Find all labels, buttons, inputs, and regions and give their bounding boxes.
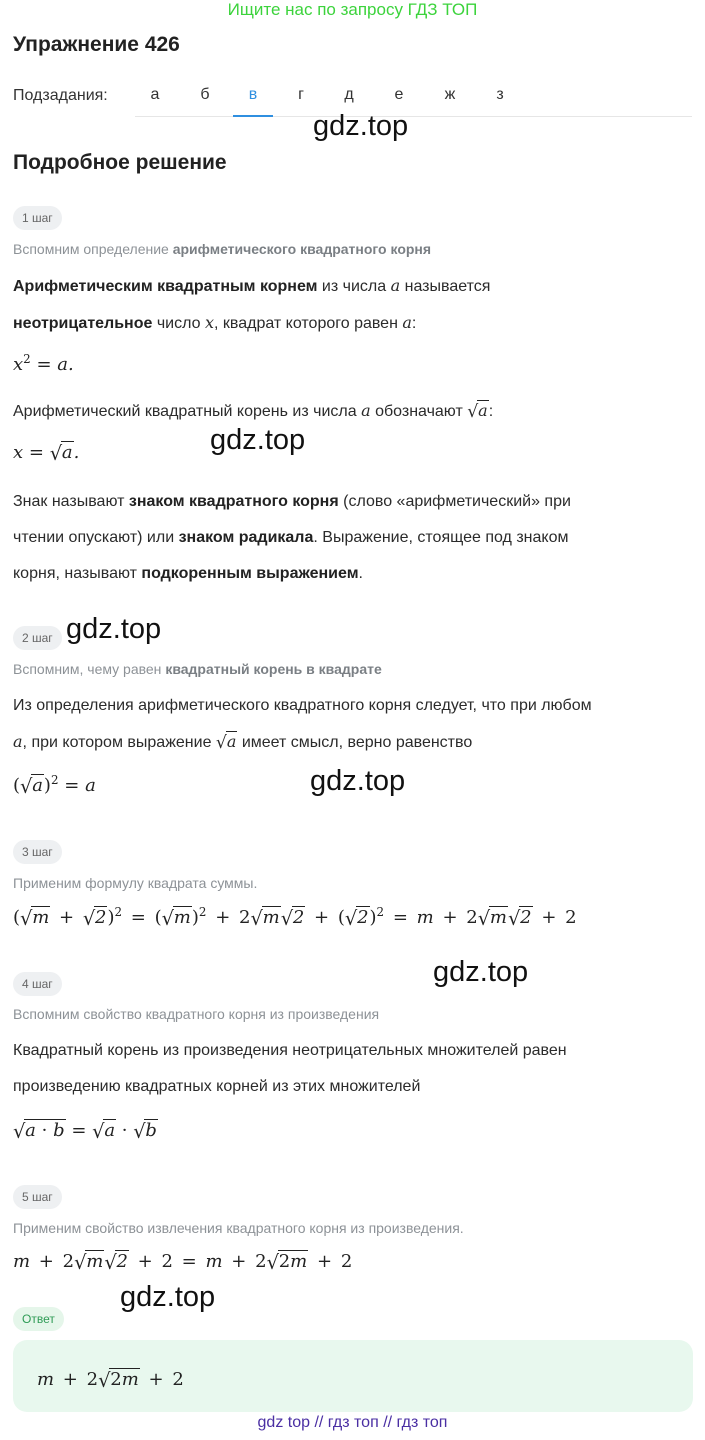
watermark: gdz.top (433, 956, 529, 988)
step-1-notation: Арифметический квадратный корень из числа a обозначают √ a: (13, 401, 494, 423)
formula-step-5: m + 2 √ m √ 2 + 2 = m + 2 √ 2m + 2 (13, 1250, 353, 1274)
formula-sqrt-a-squared: ( √ a)$^2$ = a (13, 773, 96, 798)
step-2-text: Из определения арифметического квадратного корня следует, что при любом a, при котором выражение √ a имеет смысл, верно равенство (13, 697, 592, 754)
watermark: gdz.top (310, 765, 406, 797)
step-3-hint: Применим формулу квадрата суммы. (13, 875, 258, 891)
watermark: gdz.top (313, 110, 409, 142)
step-1-radical: Знак называют знаком квадратного корня (слово «арифметический» при чтении опускают) или знаком радикала. Выражение, стоящее под знаком корня, называют подкоренным выражением. (13, 493, 571, 582)
step-4-text: Квадратный корень из произведения неотрицательных множителей равен произведению квадратных корней из этих множителей (13, 1042, 567, 1095)
formula-sqrt-product: √ a · b = √ a · √ b (13, 1119, 157, 1143)
answer-box (13, 1340, 693, 1412)
step-1-badge: 1 шаг (13, 206, 62, 230)
step-1-definition: Арифметическим квадратным корнем из числа a называется неотрицательное число x, квадрат которого равен a: (13, 276, 491, 332)
tab-d[interactable]: д (344, 86, 354, 103)
step-5-badge: 5 шаг (13, 1185, 62, 1209)
tab-g[interactable]: г (298, 86, 304, 103)
step-2-hint: Вспомним, чему равен квадратный корень в квадрате (13, 661, 382, 677)
subtask-tabs (135, 78, 692, 117)
step-4-hint: Вспомним свойство квадратного корня из произведения (13, 1006, 380, 1022)
answer-formula: m + 2 √ 2m + 2 (37, 1368, 184, 1392)
tab-z[interactable]: з (496, 86, 504, 103)
step-1-hint: Вспомним определение арифметического квадратного корня (13, 241, 432, 257)
formula-x-squared: $x^2 = a$. (13, 352, 74, 375)
page-title: Упражнение 426 (13, 33, 180, 56)
tab-zh[interactable]: ж (444, 86, 456, 103)
formula-sum-square: ( √ m + √ 2)$^2$ = ( √ m)$^2$ + 2 √ m √ 2 + ( √ 2)$^2$ = m + 2 √ m √ 2 + 2 (13, 905, 577, 930)
active-tab-indicator (233, 115, 273, 117)
formula-x-sqrt-a: x = √ a. (13, 441, 80, 465)
step-3-badge: 3 шаг (13, 840, 62, 864)
watermark: gdz.top (120, 1281, 216, 1313)
tab-a[interactable]: а (150, 86, 160, 103)
tab-b[interactable]: б (200, 86, 210, 103)
step-5-hint: Применим свойство извлечения квадратного корня из произведения. (13, 1220, 464, 1236)
tab-v[interactable]: в (248, 86, 258, 103)
answer-badge: Ответ (13, 1307, 64, 1331)
tab-e[interactable]: е (394, 86, 404, 103)
step-2-badge: 2 шаг (13, 626, 62, 650)
section-title: Подробное решение (13, 151, 227, 174)
watermark: gdz.top (210, 424, 306, 456)
search-banner: Ищите нас по запросу ГДЗ ТОП (227, 0, 478, 19)
step-4-badge: 4 шаг (13, 972, 62, 996)
subtasks-label: Подзадания: (13, 87, 108, 104)
footer-links: gdz top // гдз топ // гдз топ (257, 1414, 448, 1431)
watermark: gdz.top (66, 613, 162, 645)
